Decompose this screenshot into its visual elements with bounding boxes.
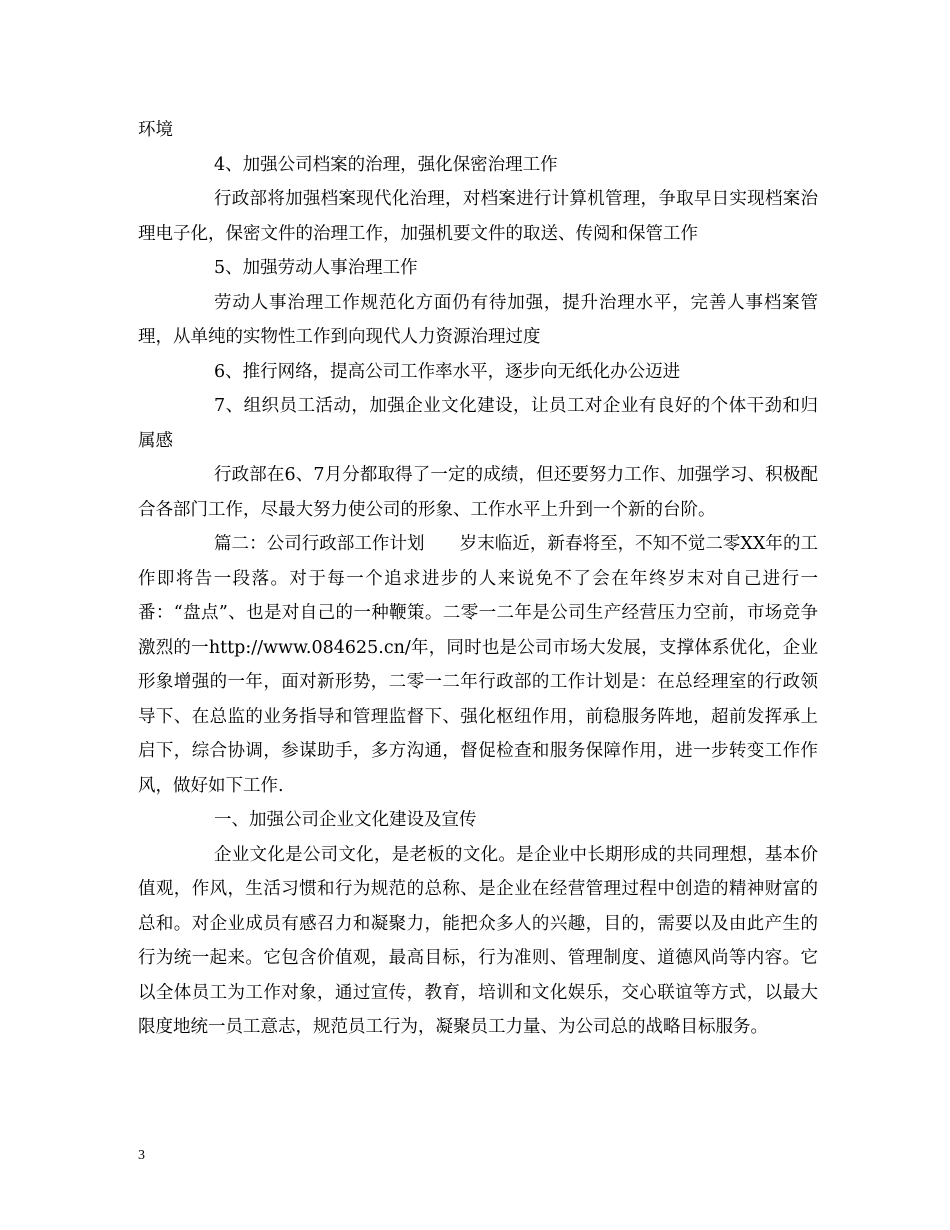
document-body: [138, 113, 818, 1045]
paragraph-archive-management: 行政部将加强档案现代化治理，对档案进行计算机管理，争取早日实现档案治理电子化，保密文件的治理工作，加强机要文件的取送、传阅和保管工作: [138, 189, 818, 244]
heading-corporate-culture: 一、加强公司企业文化建设及宣传: [214, 810, 477, 830]
heading-network: 6、推行网络，提高公司工作率水平，逐步向无纸化办公迈进: [214, 361, 681, 382]
paragraph-labor-personnel: 劳动人事治理工作规范化方面仍有待加强，提升治理水平，完善人事档案管理，从单纯的实物性工作到向现代人力资源治理过度: [138, 292, 818, 347]
heading-archive-management: 4、加强公司档案的治理，强化保密治理工作: [214, 154, 558, 175]
paragraph-part-two-intro: 篇二：公司行政部工作计划 岁末临近，新春将至，不知不觉二零XX年的工作即将告一段落。对于每一个追求进步的人来说免不了会在年终岁末对自己进行一番：“盘点”、也是对自己的一种鞭策。二零一二年是公司生产经营压力空前，市场竞争激烈的一http://www.084625.cn/年，同时也是公司市场大发展，支撑体系优化，企业形象增强的一年，面对新形势，二零一二年行政部的工作计划是：在总经理室的行政领导下、在总监的业务指导和管理监督下、强化枢纽作用，前稳服务阵地，超前发挥承上启下，综合协调，参谋助手，多方沟通，督促检查和服务保障作用，进一步转变工作作风，做好如下工作.: [138, 534, 818, 796]
paragraph-continuation: 环境: [138, 120, 173, 140]
paragraph-summary: 行政部在6、7月分都取得了一定的成绩，但还要努力工作、加强学习、积极配合各部门工作，尽最大努力使公司的形象、工作水平上升到一个新的台阶。: [138, 465, 818, 520]
paragraph-corporate-culture: 企业文化是公司文化，是老板的文化。是企业中长期形成的共同理想，基本价值观，作风，生活习惯和行为规范的总称、是企业在经营管理过程中创造的精神财富的总和。对企业成员有感召力和凝聚力，能把众多人的兴趣，目的，需要以及由此产生的行为统一起来。它包含价值观，最高目标，行为准则、管理制度、道德风尚等内容。它以全体员工为工作对象，通过宣传，教育，培训和文化娱乐，交心联谊等方式，以最大限度地统一员工意志，规范员工行为，凝聚员工力量、为公司总的战略目标服务。: [138, 844, 818, 1037]
page-number: 3: [138, 1148, 145, 1163]
heading-employee-activities: 7、组织员工活动，加强企业文化建设，让员工对企业有良好的个体干劲和归属感: [138, 396, 818, 451]
heading-labor-personnel: 5、加强劳动人事治理工作: [214, 258, 418, 278]
